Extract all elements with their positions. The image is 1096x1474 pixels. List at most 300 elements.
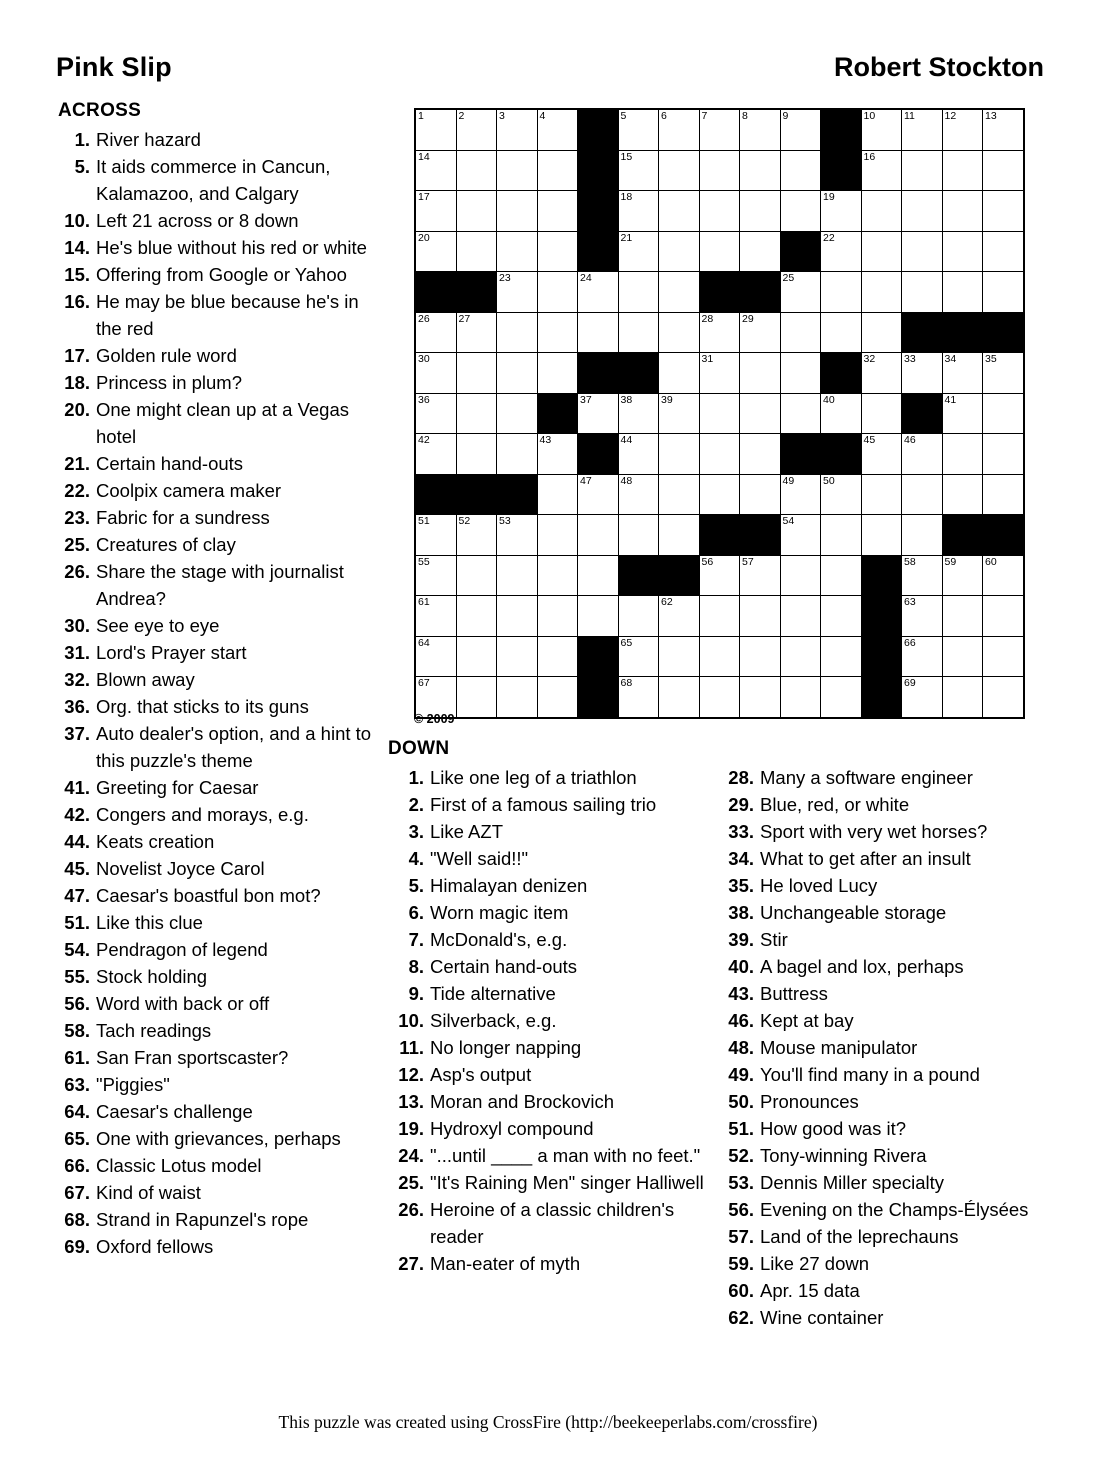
grid-cell[interactable] [740,636,781,677]
grid-cell-number: 34 [944,353,957,365]
clue-item[interactable] [716,1088,1046,1115]
grid-cell[interactable] [659,474,700,515]
clue-text: Kind of waist [96,1182,201,1203]
grid-cell[interactable] [497,231,538,272]
grid-cell[interactable] [983,636,1024,677]
clue-item[interactable] [56,774,376,801]
clue-item[interactable] [716,980,1046,1007]
clue-number: 34. [728,848,754,869]
grid-cell[interactable] [618,272,659,313]
grid-cell[interactable] [618,109,659,150]
clue-item[interactable] [56,855,376,882]
grid-cell[interactable] [456,312,497,353]
grid-cell[interactable] [415,312,456,353]
clue-number: 36. [64,696,90,717]
grid-cell[interactable] [983,109,1024,150]
grid-cell[interactable] [821,636,862,677]
grid-cell[interactable] [821,231,862,272]
grid-cell[interactable] [699,109,740,150]
grid-cell[interactable] [497,515,538,556]
grid-cell[interactable] [902,434,943,475]
grid-cell[interactable] [537,515,578,556]
grid-cell[interactable] [415,636,456,677]
grid-cell[interactable] [861,474,902,515]
clue-number: 21. [64,453,90,474]
clue-item[interactable] [56,1179,376,1206]
clue-item[interactable] [56,1152,376,1179]
grid-cell[interactable] [983,150,1024,191]
clue-item[interactable] [716,899,1046,926]
grid-cell[interactable] [902,191,943,232]
grid-cell[interactable] [537,636,578,677]
grid-cell[interactable] [861,150,902,191]
clue-item[interactable] [56,963,376,990]
clue-item[interactable] [56,558,376,612]
grid-cell[interactable] [456,555,497,596]
grid-cell[interactable] [780,150,821,191]
grid-cell[interactable] [821,596,862,637]
clue-item[interactable] [56,639,376,666]
grid-cell[interactable] [983,353,1024,394]
clue-number: 69. [64,1236,90,1257]
grid-cell[interactable] [740,109,781,150]
grid-cell-number: 66 [904,636,916,649]
clue-item[interactable] [56,450,376,477]
clue-item[interactable] [386,1142,706,1169]
grid-cell[interactable] [618,596,659,637]
down-heading: DOWN [388,738,450,759]
grid-cell-number: 14 [418,150,430,163]
grid-cell[interactable] [537,150,578,191]
clue-number: 7. [408,929,424,950]
grid-cell[interactable] [497,434,538,475]
clue-item[interactable] [56,504,376,531]
grid-cell[interactable] [415,150,456,191]
grid-cell[interactable] [861,515,902,556]
grid-cell[interactable] [618,677,659,718]
grid-cell[interactable] [902,636,943,677]
grid-cell[interactable] [780,353,821,394]
grid-cell[interactable] [497,555,538,596]
clue-item[interactable] [56,531,376,558]
grid-cell[interactable] [415,596,456,637]
grid-cell[interactable] [578,596,619,637]
grid-cell[interactable] [821,393,862,434]
clue-item[interactable] [56,396,376,450]
grid-cell[interactable] [780,312,821,353]
grid-cell[interactable] [699,312,740,353]
grid-cell[interactable] [659,677,700,718]
grid-cell[interactable] [740,150,781,191]
grid-cell[interactable] [497,393,538,434]
clue-item[interactable] [56,288,376,342]
clue-item[interactable] [56,1125,376,1152]
grid-cell[interactable] [983,596,1024,637]
grid-cell-number: 64 [418,636,430,649]
grid-cell[interactable] [659,434,700,475]
clue-item[interactable] [716,926,1046,953]
grid-cell[interactable] [415,393,456,434]
grid-cell[interactable] [902,231,943,272]
clue-item[interactable] [56,828,376,855]
grid-cell[interactable] [456,515,497,556]
clue-item[interactable] [716,1277,1046,1304]
grid-cell[interactable] [497,312,538,353]
clue-item[interactable] [56,990,376,1017]
grid-cell[interactable] [699,596,740,637]
clue-item[interactable] [56,1071,376,1098]
grid-cell-number: 35 [985,353,997,365]
clue-item[interactable] [386,1061,706,1088]
grid-cell[interactable] [699,677,740,718]
clue-item[interactable] [386,899,706,926]
grid-cell[interactable] [537,677,578,718]
page-header [56,52,1044,83]
clue-item[interactable] [386,791,706,818]
grid-cell[interactable] [578,393,619,434]
grid-cell[interactable] [497,636,538,677]
grid-cell[interactable] [537,555,578,596]
clue-item[interactable] [716,1169,1046,1196]
clue-item[interactable] [56,720,376,774]
grid-cell[interactable] [740,596,781,637]
grid-cell[interactable] [497,109,538,150]
grid-cell[interactable] [659,272,700,313]
grid-cell[interactable] [942,596,983,637]
grid-cell[interactable] [983,555,1024,596]
clue-item[interactable] [56,693,376,720]
grid-cell[interactable] [983,677,1024,718]
grid-cell[interactable] [821,677,862,718]
grid-cell[interactable] [821,515,862,556]
grid-cell[interactable] [618,393,659,434]
clue-item[interactable] [386,1169,706,1196]
clue-item[interactable] [716,953,1046,980]
clue-item[interactable] [716,1034,1046,1061]
grid-cell[interactable] [699,636,740,677]
clue-item[interactable] [56,666,376,693]
clue-number: 41. [64,777,90,798]
clue-item[interactable] [386,872,706,899]
grid-cell[interactable] [537,312,578,353]
clue-item[interactable] [56,909,376,936]
grid-cell[interactable] [699,555,740,596]
clue-item[interactable] [56,1017,376,1044]
grid-cell[interactable] [861,434,902,475]
clue-item[interactable] [386,1088,706,1115]
grid-cell[interactable] [902,515,943,556]
clue-item[interactable] [716,1223,1046,1250]
grid-cell[interactable] [942,636,983,677]
clue-text: One might clean up at a Vegas hotel [96,399,350,447]
clue-number: 3. [408,821,424,842]
grid-cell[interactable] [578,312,619,353]
grid-cell[interactable] [902,596,943,637]
grid-cell[interactable] [497,353,538,394]
clue-item[interactable] [386,1034,706,1061]
grid-cell[interactable] [537,434,578,475]
grid-cell[interactable] [942,231,983,272]
grid-cell[interactable] [456,636,497,677]
clue-item[interactable] [716,1304,1046,1331]
grid-cell[interactable] [740,231,781,272]
clue-item[interactable] [716,791,1046,818]
grid-cell[interactable] [659,312,700,353]
clue-item[interactable] [56,882,376,909]
clue-item[interactable] [56,801,376,828]
clue-item[interactable] [716,845,1046,872]
clue-item[interactable] [56,207,376,234]
grid-cell[interactable] [659,393,700,434]
clue-item[interactable] [56,369,376,396]
grid-cell[interactable] [780,596,821,637]
grid-cell[interactable] [537,596,578,637]
grid-cell[interactable] [578,272,619,313]
grid-cell[interactable] [456,150,497,191]
grid-cell-block [780,231,821,272]
grid-cell[interactable] [415,231,456,272]
grid-cell[interactable] [415,353,456,394]
grid-cell[interactable] [983,434,1024,475]
grid-cell[interactable] [618,312,659,353]
grid-cell[interactable] [740,191,781,232]
grid-cell[interactable] [942,555,983,596]
clue-item[interactable] [386,818,706,845]
grid-cell[interactable] [861,393,902,434]
grid-cell[interactable] [902,474,943,515]
grid-cell[interactable] [861,109,902,150]
grid-cell[interactable] [942,109,983,150]
clue-item[interactable] [386,1196,706,1250]
grid-cell[interactable] [780,555,821,596]
grid-cell[interactable] [659,636,700,677]
page-title: Pink Slip [56,52,172,82]
grid-cell[interactable] [578,555,619,596]
grid-cell[interactable] [659,596,700,637]
grid-cell[interactable] [780,191,821,232]
clue-item[interactable] [716,1007,1046,1034]
grid-cell[interactable] [861,191,902,232]
clue-item[interactable] [56,126,376,153]
clue-item[interactable] [386,1250,706,1277]
grid-cell[interactable] [537,231,578,272]
grid-table[interactable] [414,108,1025,719]
grid-cell-number: 39 [661,393,673,406]
grid-cell[interactable] [699,231,740,272]
grid-cell[interactable] [861,312,902,353]
clue-item[interactable] [386,764,706,791]
grid-cell[interactable] [659,353,700,394]
grid-cell[interactable] [821,555,862,596]
grid-cell[interactable] [699,353,740,394]
grid-cell-block [578,636,619,677]
grid-cell[interactable] [537,272,578,313]
grid-cell[interactable] [456,677,497,718]
grid-cell[interactable] [537,109,578,150]
grid-cell[interactable] [821,312,862,353]
grid-cell[interactable] [821,191,862,232]
clue-number: 45. [64,858,90,879]
grid-cell[interactable] [415,515,456,556]
grid-cell[interactable] [456,231,497,272]
grid-cell[interactable] [618,191,659,232]
grid-cell[interactable] [618,434,659,475]
clue-item[interactable] [56,1044,376,1071]
clue-item[interactable] [716,764,1046,791]
grid-cell-number: 24 [580,272,592,284]
grid-cell[interactable] [740,677,781,718]
grid-cell[interactable] [618,515,659,556]
grid-cell[interactable] [780,474,821,515]
clue-item[interactable] [386,1115,706,1142]
grid-cell[interactable] [415,434,456,475]
clue-text: It aids commerce in Cancun, Kalamazoo, and Calgary [96,156,331,204]
grid-cell[interactable] [821,474,862,515]
grid-cell[interactable] [456,353,497,394]
grid-cell[interactable] [902,150,943,191]
grid-cell-number: 4 [539,110,546,122]
grid-cell[interactable] [699,150,740,191]
grid-cell[interactable] [456,109,497,150]
grid-cell[interactable] [659,231,700,272]
clue-item[interactable] [386,1007,706,1034]
grid-cell[interactable] [902,109,943,150]
grid-cell[interactable] [659,515,700,556]
grid-cell[interactable] [942,150,983,191]
grid-cell[interactable] [578,474,619,515]
grid-cell-number: 32 [863,353,876,365]
grid-cell[interactable] [699,191,740,232]
clue-item[interactable] [56,1206,376,1233]
grid-cell[interactable] [983,191,1024,232]
grid-cell[interactable] [618,231,659,272]
grid-cell[interactable] [740,434,781,475]
grid-cell[interactable] [537,191,578,232]
grid-cell[interactable] [456,191,497,232]
grid-cell[interactable] [659,191,700,232]
clue-text: Share the stage with journalist Andrea? [96,561,344,609]
grid-cell[interactable] [415,191,456,232]
grid-cell[interactable] [780,109,821,150]
grid-cell[interactable] [902,555,943,596]
clue-text: River hazard [96,129,201,150]
grid-cell[interactable] [740,312,781,353]
grid-cell[interactable] [618,474,659,515]
grid-cell[interactable] [618,636,659,677]
grid-cell[interactable] [983,272,1024,313]
crossword-grid[interactable] [414,108,1025,719]
grid-cell[interactable] [861,231,902,272]
clue-item[interactable] [56,153,376,207]
clue-item[interactable] [56,612,376,639]
clue-item[interactable] [56,477,376,504]
grid-cell[interactable] [456,393,497,434]
clue-item[interactable] [716,1250,1046,1277]
grid-cell[interactable] [497,272,538,313]
grid-cell[interactable] [415,109,456,150]
clue-item[interactable] [386,926,706,953]
grid-cell[interactable] [415,555,456,596]
grid-cell[interactable] [659,150,700,191]
clue-item[interactable] [56,1098,376,1125]
grid-cell[interactable] [497,150,538,191]
clue-item[interactable] [716,872,1046,899]
grid-cell[interactable] [780,636,821,677]
clue-item[interactable] [56,261,376,288]
clue-item[interactable] [56,1233,376,1260]
grid-cell[interactable] [983,231,1024,272]
grid-cell[interactable] [861,353,902,394]
clue-item[interactable] [56,234,376,261]
grid-cell[interactable] [983,474,1024,515]
clue-item[interactable] [716,1196,1046,1223]
grid-cell[interactable] [699,393,740,434]
grid-cell-number: 15 [620,150,633,163]
clue-item[interactable] [386,980,706,1007]
grid-cell[interactable] [659,109,700,150]
grid-cell-number: 52 [458,515,471,527]
grid-cell[interactable] [578,515,619,556]
grid-cell[interactable] [942,272,983,313]
grid-cell-number: 53 [499,515,511,527]
grid-row [415,434,1024,475]
clue-number: 5. [408,875,424,896]
grid-cell[interactable] [740,353,781,394]
grid-cell[interactable] [740,555,781,596]
grid-cell[interactable] [740,474,781,515]
grid-cell[interactable] [942,353,983,394]
clue-item[interactable] [386,845,706,872]
clue-item[interactable] [386,953,706,980]
grid-cell[interactable] [861,272,902,313]
grid-cell[interactable] [942,474,983,515]
grid-cell[interactable] [740,393,781,434]
grid-cell[interactable] [780,272,821,313]
grid-cell[interactable] [821,272,862,313]
clue-number: 68. [64,1209,90,1230]
grid-cell[interactable] [780,515,821,556]
grid-cell-number: 10 [863,110,876,122]
clue-item[interactable] [56,342,376,369]
grid-cell[interactable] [902,353,943,394]
clue-number: 28. [728,767,754,788]
clue-item[interactable] [56,936,376,963]
grid-cell[interactable] [699,474,740,515]
clue-item[interactable] [716,1061,1046,1088]
grid-cell[interactable] [902,677,943,718]
clue-item[interactable] [716,1142,1046,1169]
grid-cell[interactable] [618,150,659,191]
grid-cell[interactable] [942,393,983,434]
grid-cell[interactable] [780,677,821,718]
grid-cell[interactable] [780,393,821,434]
grid-cell[interactable] [537,474,578,515]
grid-cell[interactable] [456,596,497,637]
clue-item[interactable] [716,1115,1046,1142]
grid-cell[interactable] [497,677,538,718]
grid-cell[interactable] [983,393,1024,434]
grid-cell[interactable] [456,434,497,475]
grid-cell[interactable] [699,434,740,475]
grid-cell[interactable] [942,434,983,475]
grid-cell[interactable] [942,191,983,232]
clue-item[interactable] [716,818,1046,845]
grid-cell[interactable] [497,191,538,232]
grid-cell[interactable] [537,353,578,394]
grid-cell[interactable] [902,272,943,313]
grid-cell[interactable] [942,677,983,718]
grid-cell[interactable] [497,596,538,637]
